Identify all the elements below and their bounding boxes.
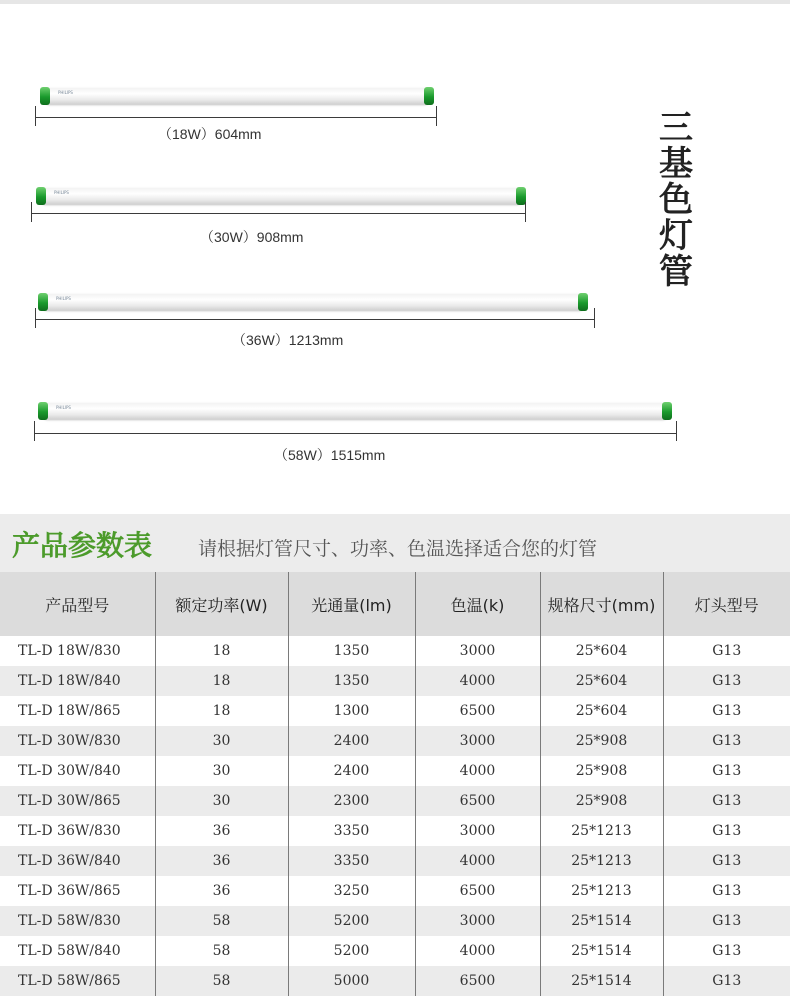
side-title-char: 管	[659, 252, 693, 292]
tube-brand: PHILIPS	[54, 190, 69, 195]
tube-cap-left	[38, 402, 48, 420]
cell-base: G13	[663, 756, 790, 786]
side-title-char: 三	[659, 108, 693, 148]
side-title-char: 灯	[659, 216, 693, 256]
header-base: 灯头型号	[663, 572, 790, 636]
cell-size: 25*1514	[540, 966, 663, 996]
cell-size: 25*1213	[540, 846, 663, 876]
tube-image	[40, 294, 586, 310]
tube-image	[38, 188, 524, 204]
table-row	[0, 876, 790, 906]
cell-model: TL-D 58W/865	[0, 966, 155, 996]
measure-line	[34, 433, 677, 434]
param-title: 产品参数表	[12, 529, 153, 562]
side-title-char: 基	[659, 144, 693, 184]
cell-model: TL-D 18W/830	[0, 636, 155, 666]
measure-tick-left	[35, 106, 36, 126]
tube-label: （36W）1213mm	[232, 332, 344, 348]
param-subtitle: 请根据灯管尺寸、功率、色温选择适合您的灯管	[198, 538, 598, 560]
table-row	[0, 786, 790, 816]
cell-color-temp: 3000	[415, 816, 540, 846]
measure-tick-right	[525, 202, 526, 222]
cell-model: TL-D 30W/840	[0, 756, 155, 786]
table-row	[0, 726, 790, 756]
cell-power: 30	[155, 756, 288, 786]
table-row	[0, 696, 790, 726]
table-header-row	[0, 572, 790, 636]
cell-base: G13	[663, 966, 790, 996]
cell-base: G13	[663, 816, 790, 846]
cell-size: 25*1213	[540, 876, 663, 906]
param-section-header	[0, 514, 790, 572]
table-row	[0, 666, 790, 696]
cell-power: 58	[155, 966, 288, 996]
cell-size: 25*908	[540, 756, 663, 786]
cell-size: 25*1213	[540, 816, 663, 846]
cell-color-temp: 6500	[415, 966, 540, 996]
cell-model: TL-D 18W/840	[0, 666, 155, 696]
tube-image	[42, 88, 432, 104]
cell-size: 25*908	[540, 726, 663, 756]
tube-cap-right	[424, 87, 434, 105]
measure-tick-left	[34, 421, 35, 441]
measure-line	[35, 117, 437, 118]
cell-color-temp: 4000	[415, 666, 540, 696]
header-flux: 光通量(lm)	[288, 572, 415, 636]
cell-size: 25*604	[540, 666, 663, 696]
cell-power: 36	[155, 846, 288, 876]
tube-label: （58W）1515mm	[274, 447, 386, 463]
cell-size: 25*908	[540, 786, 663, 816]
table-row	[0, 966, 790, 996]
cell-color-temp: 3000	[415, 726, 540, 756]
cell-power: 18	[155, 636, 288, 666]
cell-model: TL-D 30W/865	[0, 786, 155, 816]
measure-tick-left	[31, 202, 32, 222]
cell-flux: 5000	[288, 966, 415, 996]
cell-base: G13	[663, 876, 790, 906]
cell-power: 58	[155, 906, 288, 936]
cell-power: 58	[155, 936, 288, 966]
cell-flux: 2300	[288, 786, 415, 816]
cell-power: 36	[155, 876, 288, 906]
cell-power: 30	[155, 786, 288, 816]
table-row	[0, 846, 790, 876]
tube-cap-left	[38, 293, 48, 311]
header-size: 规格尺寸(mm)	[540, 572, 663, 636]
header-model: 产品型号	[0, 572, 155, 636]
tube-cap-right	[662, 402, 672, 420]
cell-color-temp: 6500	[415, 786, 540, 816]
table-row	[0, 906, 790, 936]
cell-color-temp: 6500	[415, 696, 540, 726]
measure-tick-left	[35, 308, 36, 328]
cell-color-temp: 3000	[415, 636, 540, 666]
cell-model: TL-D 18W/865	[0, 696, 155, 726]
cell-flux: 1300	[288, 696, 415, 726]
cell-flux: 1350	[288, 636, 415, 666]
side-title	[656, 110, 696, 290]
cell-base: G13	[663, 636, 790, 666]
cell-model: TL-D 36W/830	[0, 816, 155, 846]
measure-tick-right	[594, 308, 595, 328]
top-divider	[0, 0, 790, 4]
cell-base: G13	[663, 726, 790, 756]
cell-flux: 1350	[288, 666, 415, 696]
cell-base: G13	[663, 666, 790, 696]
cell-size: 25*1514	[540, 906, 663, 936]
cell-size: 25*604	[540, 696, 663, 726]
cell-model: TL-D 58W/840	[0, 936, 155, 966]
cell-power: 30	[155, 726, 288, 756]
cell-flux: 5200	[288, 906, 415, 936]
header-power: 额定功率(W)	[155, 572, 288, 636]
measure-tick-right	[436, 106, 437, 126]
cell-color-temp: 4000	[415, 756, 540, 786]
cell-model: TL-D 36W/865	[0, 876, 155, 906]
table-row	[0, 816, 790, 846]
measure-tick-right	[676, 421, 677, 441]
cell-flux: 2400	[288, 756, 415, 786]
cell-power: 18	[155, 696, 288, 726]
tube-label: （30W）908mm	[200, 229, 304, 245]
cell-flux: 5200	[288, 936, 415, 966]
tube-brand: PHILIPS	[58, 90, 73, 95]
table-row	[0, 636, 790, 666]
cell-color-temp: 4000	[415, 846, 540, 876]
cell-base: G13	[663, 696, 790, 726]
tube-cap-left	[40, 87, 50, 105]
table-row	[0, 756, 790, 786]
cell-base: G13	[663, 906, 790, 936]
cell-color-temp: 4000	[415, 936, 540, 966]
tube-label: （18W）604mm	[158, 126, 262, 142]
cell-model: TL-D 30W/830	[0, 726, 155, 756]
cell-color-temp: 6500	[415, 876, 540, 906]
cell-model: TL-D 58W/830	[0, 906, 155, 936]
cell-color-temp: 3000	[415, 906, 540, 936]
cell-flux: 3350	[288, 816, 415, 846]
tube-cap-right	[578, 293, 588, 311]
cell-flux: 3250	[288, 876, 415, 906]
cell-power: 18	[155, 666, 288, 696]
cell-flux: 2400	[288, 726, 415, 756]
table-row	[0, 936, 790, 966]
cell-size: 25*1514	[540, 936, 663, 966]
measure-line	[31, 213, 526, 214]
cell-base: G13	[663, 786, 790, 816]
spec-table	[0, 572, 790, 996]
side-title-char: 色	[659, 180, 693, 220]
cell-model: TL-D 36W/840	[0, 846, 155, 876]
tube-brand: PHILIPS	[56, 405, 71, 410]
cell-flux: 3350	[288, 846, 415, 876]
tube-brand: PHILIPS	[56, 296, 71, 301]
tube-cap-left	[36, 187, 46, 205]
tube-image	[40, 403, 670, 419]
cell-power: 36	[155, 816, 288, 846]
cell-base: G13	[663, 936, 790, 966]
cell-size: 25*604	[540, 636, 663, 666]
cell-base: G13	[663, 846, 790, 876]
header-color-temp: 色温(k)	[415, 572, 540, 636]
measure-line	[35, 319, 595, 320]
